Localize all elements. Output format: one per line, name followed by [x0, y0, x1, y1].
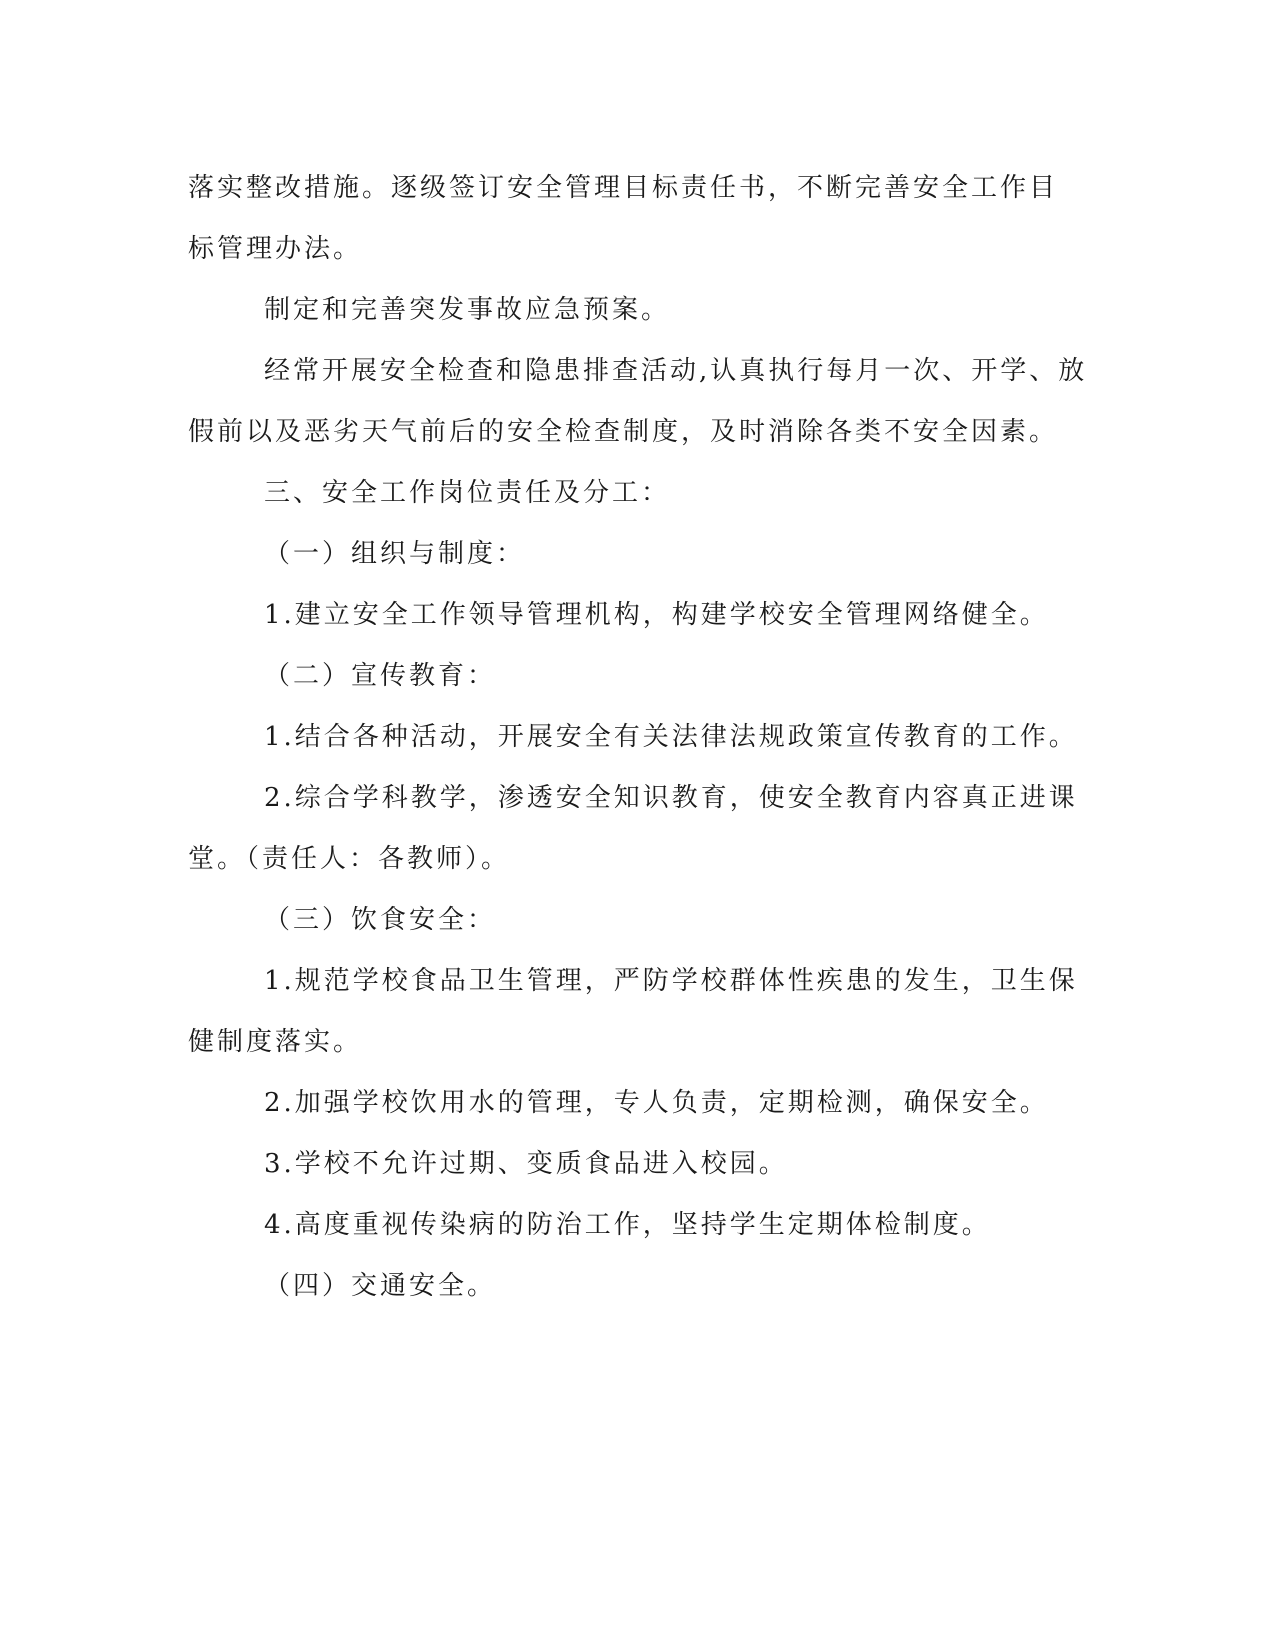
subsection-heading: （四）交通安全。 — [264, 1271, 497, 1301]
text-line: 1.规范学校食品卫生管理，严防学校群体性疾患的发生，卫生保 — [264, 966, 1078, 996]
subsection-heading: （二）宣传教育： — [264, 661, 497, 691]
text-line: 1.建立安全工作领导管理机构，构建学校安全管理网络健全。 — [264, 600, 1049, 630]
text-line: 1.结合各种活动，开展安全有关法律法规政策宣传教育的工作。 — [264, 722, 1078, 752]
text-line: 经常开展安全检查和隐患排查活动,认真执行每月一次、开学、放 — [264, 356, 1088, 386]
text-line: 2.综合学科教学，渗透安全知识教育，使安全教育内容真正进课 — [264, 783, 1078, 813]
text-line: 2.加强学校饮用水的管理，专人负责，定期检测，确保安全。 — [264, 1088, 1049, 1118]
subsection-heading: （三）饮食安全： — [264, 905, 497, 935]
text-line: 堂。（责任人：各教师）。 — [188, 844, 511, 874]
text-line: 制定和完善突发事故应急预案。 — [264, 295, 671, 325]
text-line: 4.高度重视传染病的防治工作，坚持学生定期体检制度。 — [264, 1210, 991, 1240]
text-line: 落实整改措施。逐级签订安全管理目标责任书，不断完善安全工作目 — [188, 173, 1059, 203]
text-line: 3.学校不允许过期、变质食品进入校园。 — [264, 1149, 788, 1179]
section-heading: 三、安全工作岗位责任及分工： — [264, 478, 671, 508]
document-body — [188, 158, 1088, 1317]
subsection-heading: （一）组织与制度： — [264, 539, 526, 569]
text-line: 健制度落实。 — [188, 1027, 363, 1057]
text-line: 假前以及恶劣天气前后的安全检查制度，及时消除各类不安全因素。 — [188, 417, 1059, 447]
text-line: 标管理办法。 — [188, 234, 363, 264]
